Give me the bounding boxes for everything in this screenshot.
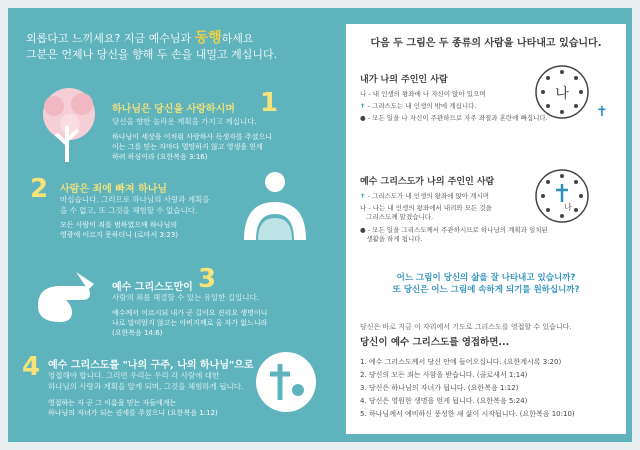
results-item: 3. 당신은 하나님의 자녀가 됩니다. (요한복음 1:12): [360, 384, 519, 392]
person2-item-text: 그리스도께 맡겼습니다.: [366, 213, 434, 221]
section-1-title: 하나님은 당신을 사랑하시며: [112, 104, 235, 115]
section-4-body-line: 영접하는 자 곧 그 이름을 믿는 자들에게는: [48, 399, 177, 407]
person2-item-text: - 그리스도가 내 인생의 왕좌에 앉아 계시며: [367, 192, 490, 200]
section-2-number: 2: [30, 174, 49, 204]
bullet-icon: ●: [360, 226, 366, 234]
right-panel: [346, 24, 626, 434]
section-1-subtitle: 당신을 향한 놀라운 계획을 가지고 계십니다.: [112, 117, 257, 126]
right-title: 다음 두 그림은 두 종류의 사람을 나타내고 있습니다.: [370, 38, 602, 49]
self-throne-label: 나: [555, 86, 569, 102]
person2-item-text: 생활을 하게 됩니다.: [366, 235, 423, 243]
question-line: 또 당신은 어느 그림에 속하게 되기를 원하십니까?: [392, 285, 580, 295]
person1-item-text: - 그리스도는 내 인생의 밖에 계십니다.: [367, 102, 477, 110]
person1-item: [360, 102, 476, 111]
section-1-body-line: 이는 그를 믿는 자마다 멸망하지 않고 영생을 얻게: [112, 143, 263, 151]
section-2-title: 사람은 죄에 빠져 하나님: [60, 184, 168, 195]
cross-icon: ✝: [360, 102, 366, 110]
hands-icon: [32, 266, 104, 328]
invite-small: 당신은 바로 지금 이 자리에서 기도로 그리스도를 영접할 수 있습니다.: [360, 323, 572, 331]
person1-item: [360, 90, 486, 99]
section-4-subtitle-line: 영접해야 합니다. 그러면 우리는 우리 각 사람에 대한: [48, 371, 220, 380]
results-item: 1. 예수 그리스도께서 당신 안에 들어오십니다. (요한계시록 3:20): [360, 358, 562, 366]
cross-circle-icon: [254, 350, 318, 414]
left-panel: [8, 8, 340, 442]
tract-page: [8, 8, 632, 442]
section-3-body: [112, 308, 267, 338]
invite-heading: 당신이 예수 그리스도를 영접하면...: [360, 337, 510, 348]
section-1-body: [112, 132, 272, 162]
section-1-body-line: 하나님이 세상을 이처럼 사랑하사 독생자를 주셨으니: [112, 133, 272, 141]
cross-icon: ✝: [360, 192, 366, 200]
section-4-body: [48, 398, 218, 418]
section-3-subtitle: 사람의 죄를 해결할 수 있는 유일한 길입니다.: [112, 293, 260, 302]
header: [26, 30, 277, 63]
bullet-icon: ●: [360, 114, 366, 122]
section-4-subtitle: [48, 370, 248, 392]
header-highlight: 동행: [194, 30, 222, 46]
section-3-body-line: 예수께서 이르시되 내가 곧 길이요 진리요 생명이니: [112, 309, 268, 317]
header-line1: [26, 30, 277, 47]
christ-throne-self-label: 나: [564, 203, 572, 212]
section-1-body-line: 하려 하심이라 (요한복음 3:16): [112, 153, 208, 161]
person1-item-text: - 내 인생의 왕좌에 나 자신이 앉아 있으며: [368, 90, 486, 98]
person2-item: [360, 204, 492, 222]
person-arms-icon: [238, 168, 312, 246]
self-throne-diagram: [534, 64, 590, 120]
person2-item: [360, 226, 548, 244]
section-2-body-line: 모든 사람이 죄를 범하였으매 하나님의: [60, 221, 178, 229]
section-3-number: 3: [198, 264, 217, 294]
section-3-body-line: (요한복음 14:6): [112, 329, 163, 337]
person1-heading: 내가 나의 주인인 사람: [360, 75, 448, 85]
person1-item: [360, 114, 548, 123]
header-line1-pre: 외롭다고 느끼세요? 지금 예수님과: [26, 32, 195, 45]
person2-item-text: - 나는 내 인생의 왕좌에서 내려와 모든 것을: [368, 204, 492, 212]
tree-heart-icon: [34, 84, 104, 164]
results-item: 4. 당신은 영원한 생명을 얻게 됩니다. (요한복음 5:24): [360, 397, 528, 405]
section-4-number: 4: [22, 352, 41, 382]
header-line2: 그분은 언제나 당신을 향해 두 손을 내밀고 계십니다.: [26, 48, 278, 61]
results-item: 2. 당신의 모든 죄는 사함을 받습니다. (골로새서 1:14): [360, 371, 528, 379]
results-list: [360, 356, 575, 421]
person2-item-text: - 모든 일을 그리스도께서 주관하시므로 하나님의 계획과 일치된: [367, 226, 548, 234]
question: [346, 272, 626, 296]
section-2-subtitle-line: 마십습니다. 그러므로 하나님의 사랑과 계획을: [60, 195, 210, 204]
self-mark: 나: [360, 204, 367, 212]
section-4-body-line: 하나님의 자녀가 되는 권세를 주셨으니 (요한복음 1:12): [48, 409, 218, 417]
section-3-body-line: 나로 말미암지 않고는 아버지께로 올 자가 없느니라: [112, 319, 268, 327]
section-2-subtitle-line: 을 수 없고, 또 그것을 체험할 수 없습니다.: [60, 206, 198, 215]
section-2-subtitle: [60, 194, 230, 216]
question-line: 어느 그림이 당신의 삶을 잘 나타내고 있습니까?: [396, 273, 576, 283]
section-3-title: 예수 그리스도만이: [112, 282, 193, 293]
person1-item-text: - 모든 일을 나 자신이 주관하므로 자주 좌절과 혼란에 빠집니다.: [367, 114, 548, 122]
christ-throne-diagram: [534, 168, 590, 224]
header-line1-post: 하세요: [221, 32, 254, 45]
section-2-body: [60, 220, 178, 240]
section-4-subtitle-line: 하나님의 사랑과 계획을 알게 되며, 그것을 체험하게 됩니다.: [48, 382, 244, 391]
person2-item: [360, 192, 489, 201]
section-4-title: 예수 그리스도를 "나의 구주, 나의 하나님"으로: [48, 360, 254, 371]
self-mark: 나: [360, 90, 367, 98]
outside-cross-icon: ✝: [596, 104, 608, 120]
person2-heading: 예수 그리스도가 나의 주인인 사람: [360, 177, 495, 187]
results-item: 5. 하나님께서 예비하신 풍성한 새 삶이 시작됩니다. (요한복음 10:10): [360, 410, 575, 418]
section-2-body-line: 영광에 이르지 못하더니 (로마서 3:23): [60, 231, 178, 239]
section-1-number: 1: [260, 88, 279, 118]
